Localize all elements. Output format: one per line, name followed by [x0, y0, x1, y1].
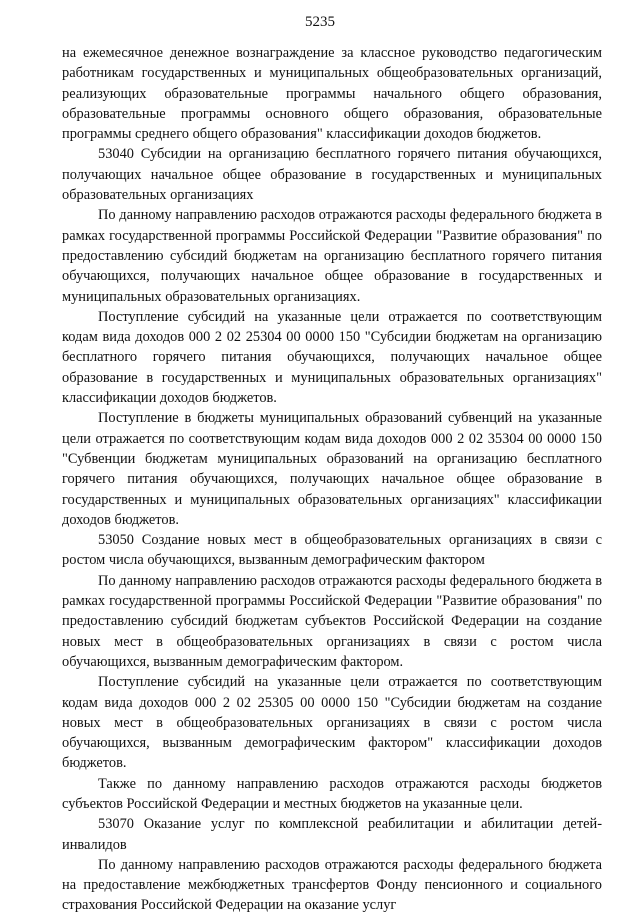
section-heading-53070: 53070 Оказание услуг по комплексной реабилитации и абилитации детей-инвалидов	[62, 816, 602, 853]
paragraph-53040-expenses: По данному направлению расходов отражаются расходы федерального бюджета в рамках государственной программы Российской Федерации "Развитие образования" по предоставлению субсидий бюджетам на организацию бесплатного горячего питания обучающихся, получающих начальное общее образование в государственных и муниципальных образовательных организациях.	[62, 207, 602, 305]
paragraph-53040-subsidies-income: Поступление субсидий на указанные цели отражается по соответствующим кодам вида доходов 000 2 02 25304 00 0000 150 "Субсидии бюджетам на организацию бесплатного горячего питания обучающихся, получающих начальное общее образование в государственных и муниципальных образовательных организациях" классификации доходов бюджетов.	[62, 308, 602, 407]
page-number: 5235	[305, 14, 335, 30]
paragraph-53070-expenses: По данному направлению расходов отражаются расходы федерального бюджета на предоставление межбюджетных трансфертов Фонду пенсионного и социального страхования Российской Федерации на оказание услуг	[62, 856, 602, 914]
paragraph-53050-expenses: По данному направлению расходов отражаются расходы федерального бюджета в рамках государственной программы Российской Федерации "Развитие образования" по предоставлению субсидий бюджетам субъектов Российской Федерации на создание новых мест в общеобразовательных организациях в связи с ростом числа обучающихся, вызванным демографическим фактором.	[62, 572, 602, 670]
paragraph-53050-regional-expenses: Также по данному направлению расходов отражаются расходы бюджетов субъектов Российской Федерации и местных бюджетов на указанные цели.	[62, 775, 602, 812]
paragraph-continuation: на ежемесячное денежное вознаграждение за классное руководство педагогическим работникам государственных и муниципальных общеобразовательных организаций, реализующих образовательные программы начального общего образования, образовательные программы основного общего образования, образовательные программы среднего общего образования" классификации доходов бюджетов.	[62, 45, 602, 143]
section-heading-53040: 53040 Субсидии на организацию бесплатного горячего питания обучающихся, получающих начальное общее образование в государственных и муниципальных образовательных организациях	[62, 146, 602, 204]
paragraph-53050-subsidies-income: Поступление субсидий на указанные цели отражается по соответствующим кодам вида доходов 000 2 02 25305 00 0000 150 "Субсидии бюджетам на создание новых мест в общеобразовательных организациях в связи с ростом числа обучающихся, вызванным демографическим фактором" классификации доходов бюджетов.	[62, 674, 602, 772]
section-heading-53050: 53050 Создание новых мест в общеобразовательных организациях в связи с ростом числа обучающихся, вызванным демографическим фактором	[62, 532, 602, 569]
document-body	[62, 43, 602, 916]
paragraph-53040-subventions-income: Поступление в бюджеты муниципальных образований субвенций на указанные цели отражается по соответствующим кодам вида доходов 000 2 02 35304 00 0000 150 "Субвенции бюджетам муниципальных образований на организацию бесплатного горячего питания обучающихся, получающих начальное общее образование в государственных и муниципальных образовательных организациях" классификации доходов бюджетов.	[62, 410, 602, 528]
